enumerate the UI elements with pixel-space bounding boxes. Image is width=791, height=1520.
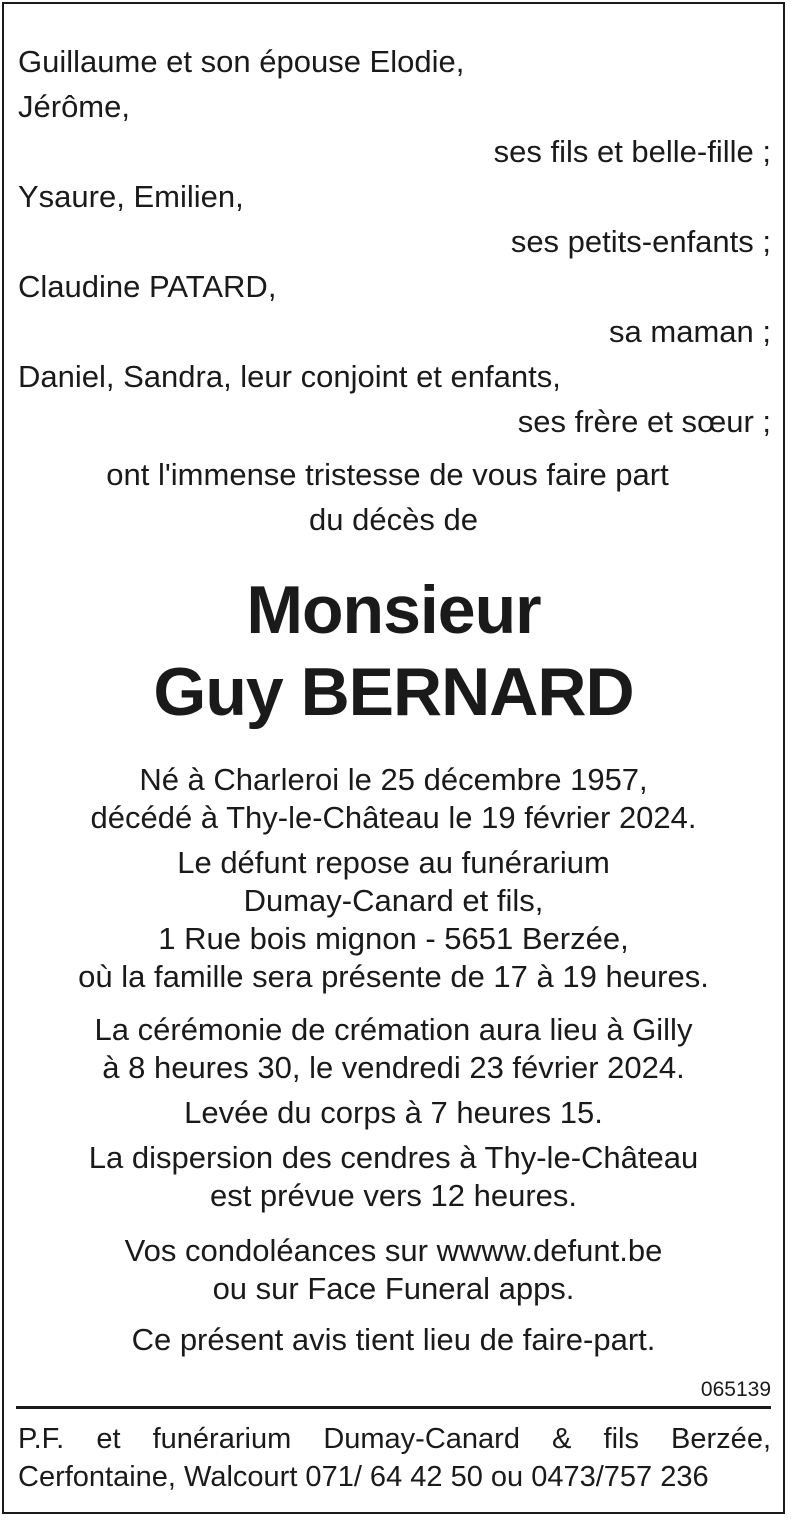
rest-line-1: Le défunt repose au funérarium <box>177 845 610 880</box>
relation-sons: ses fils et belle-fille ; <box>493 134 771 169</box>
announcement-line-1: ont l'immense tristesse de vous faire part <box>106 457 669 492</box>
relation-grandchildren: ses petits-enfants ; <box>510 224 771 259</box>
footer-line-1: P.F. et funérarium Dumay-Canard & fils Berzée, <box>18 1423 771 1455</box>
family-line-4: Claudine PATARD, <box>18 269 277 304</box>
dispersion-line-2: est prévue vers 12 heures. <box>209 1178 578 1213</box>
relation-mother: sa maman ; <box>609 314 771 349</box>
levee-info: Levée du corps à 7 heures 15. <box>184 1095 603 1130</box>
notice-statement: Ce présent avis tient lieu de faire-part. <box>131 1322 656 1357</box>
rest-line-4: où la famille sera présente de 17 à 19 heures. <box>78 959 709 994</box>
footer-divider <box>16 1406 771 1409</box>
rest-line-3: 1 Rue bois mignon - 5651 Berzée, <box>158 921 629 956</box>
footer-line-2: Cerfontaine, Walcourt 071/ 64 42 50 ou 0473/757 236 <box>18 1461 709 1493</box>
condolences-line-1: Vos condoléances sur wwww.defunt.be <box>124 1233 663 1268</box>
deceased-title: Monsieur <box>246 572 541 648</box>
family-line-2: Jérôme, <box>18 89 130 124</box>
reference-number: 065139 <box>700 1378 771 1401</box>
condolences-line-2: ou sur Face Funeral apps. <box>212 1271 575 1306</box>
family-line-5: Daniel, Sandra, leur conjoint et enfants, <box>18 359 561 394</box>
announcement-line-2: du décès de <box>309 502 478 537</box>
ceremony-line-2: à 8 heures 30, le vendredi 23 février 2024. <box>102 1050 685 1085</box>
ceremony-line-1: La cérémonie de crémation aura lieu à Gilly <box>94 1012 693 1047</box>
dispersion-line-1: La dispersion des cendres à Thy-le-Château <box>88 1140 699 1175</box>
rest-line-2: Dumay-Canard et fils, <box>243 883 544 918</box>
deceased-name: Guy BERNARD <box>153 654 634 730</box>
relation-siblings: ses frère et sœur ; <box>517 404 771 439</box>
family-line-1: Guillaume et son épouse Elodie, <box>18 44 465 79</box>
family-line-3: Ysaure, Emilien, <box>18 179 244 214</box>
death-info: décédé à Thy-le-Château le 19 février 2024. <box>90 800 697 835</box>
birth-info: Né à Charleroi le 25 décembre 1957, <box>139 762 648 797</box>
